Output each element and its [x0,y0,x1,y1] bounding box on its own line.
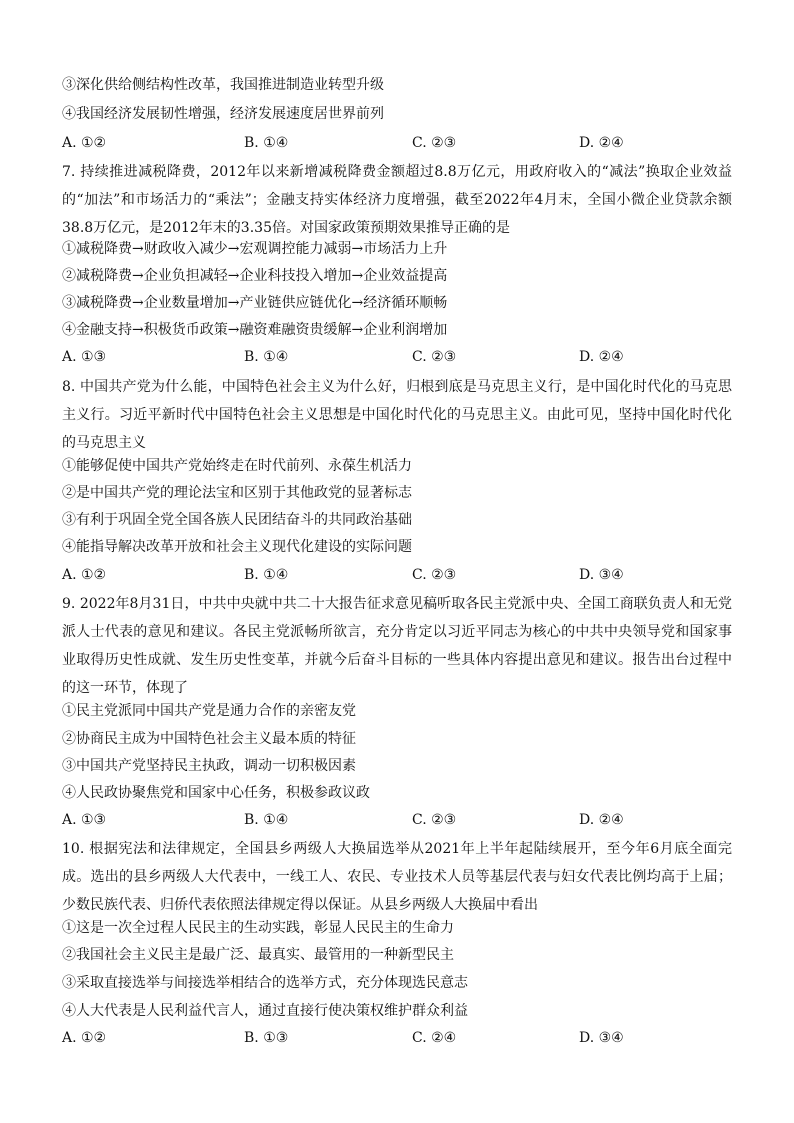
option-statement: ①能够促使中国共产党始终走在时代前列、永葆生机活力 [62,458,412,474]
option-statement: ④我国经济发展韧性增强，经济发展速度居世界前列 [62,106,384,122]
choice-a[interactable]: A. ①③ [62,812,107,828]
option-statement: ③采取直接选举与间接选举相结合的选举方式，充分体现选民意志 [62,975,468,991]
question-7-stem: 7. 持续推进减税降费，2012年以来新增减税降费金额超过8.8万亿元，用政府收入的“减法”换取企业效益的“加法”和市场活力的“乘法”；金融支持实体经济力度增强，截至2022年4月末，全国小微企业贷款余额38.8万亿元，是2012年末的3.35倍。对国家政策预期效果推导正确的是 [62,164,732,236]
option-statement: ③有利于巩固全党全国各族人民团结奋斗的共同政治基础 [62,512,412,528]
choice-d[interactable]: D. ②④ [579,349,624,365]
choice-d[interactable]: D. ②④ [579,135,624,151]
choice-a[interactable]: A. ①② [62,135,107,151]
option-statement: ①民主党派同中国共产党是通力合作的亲密友党 [62,703,356,719]
option-statement: ①这是一次全过程人民民主的生动实践，彰显人民民主的生命力 [62,920,454,936]
choice-c[interactable]: C. ②③ [412,812,457,828]
option-statement: ③深化供给侧结构性改革，我国推进制造业转型升级 [62,77,384,93]
option-statement: ②我国社会主义民主是最广泛、最真实、最管用的一种新型民主 [62,947,454,963]
choice-d[interactable]: D. ③④ [579,567,624,583]
choice-b[interactable]: B. ①④ [244,567,289,583]
choice-c[interactable]: C. ②③ [412,349,457,365]
choice-c[interactable]: C. ②③ [412,135,457,151]
choice-b[interactable]: B. ①④ [244,812,289,828]
answer-choices [62,1028,702,1049]
option-statement: ③减税降费→企业数量增加→产业链供应链优化→经济循环顺畅 [62,295,448,311]
choice-d[interactable]: D. ③④ [579,1030,624,1046]
choice-d[interactable]: D. ②④ [579,812,624,828]
question-9-stem: 9. 2022年8月31日，中共中央就中共二十大报告征求意见稿听取各民主党派中央、全国工商联负责人和无党派人士代表的意见和建议。各民主党派畅所欲言，充分肯定以习近平同志为核心的中共中央领导党和国家事业取得历史性成就、发生历史性变革，并就今后奋斗目标的一些具体内容提出意见和建议。报告出台过程中的这一环节，体现了 [62,596,732,696]
option-statement: ④人民政协聚焦党和国家中心任务，积极参政议政 [62,785,370,801]
option-statement: ④人大代表是人民利益代言人，通过直接行使决策权维护群众利益 [62,1003,468,1019]
answer-choices [62,347,702,368]
option-statement: ③中国共产党坚持民主执政，调动一切积极因素 [62,758,356,774]
option-statement: ②协商民主成为中国特色社会主义最本质的特征 [62,731,356,747]
option-statement: ②减税降费→企业负担减轻→企业科技投入增加→企业效益提高 [62,268,448,284]
choice-b[interactable]: B. ①④ [244,135,289,151]
choice-c[interactable]: C. ②③ [412,567,457,583]
option-statement: ②是中国共产党的理论法宝和区别于其他政党的显著标志 [62,485,412,501]
question-8-stem: 8. 中国共产党为什么能，中国特色社会主义为什么好，归根到底是马克思主义行，是中国化时代化的马克思主义行。习近平新时代中国特色社会主义思想是中国化时代化的马克思主义。由此可见，坚持中国化时代化的马克思主义 [62,379,732,451]
option-statement: ①减税降费→财政收入减少→宏观调控能力减弱→市场活力上升 [62,241,448,257]
choice-b[interactable]: B. ①④ [244,349,289,365]
choice-a[interactable]: A. ①③ [62,349,107,365]
answer-choices [62,810,702,831]
choice-a[interactable]: A. ①② [62,1030,107,1046]
choice-a[interactable]: A. ①② [62,567,107,583]
choice-c[interactable]: C. ②④ [412,1030,457,1046]
answer-choices [62,133,702,154]
option-statement: ④金融支持→积极货币政策→融资难融资贵缓解→企业利润增加 [62,322,448,338]
question-10-stem: 10. 根据宪法和法律规定，全国县乡两级人大换届选举从2021年上半年起陆续展开，至今年6月底全面完成。选出的县乡两级人大代表中，一线工人、农民、专业技术人员等基层代表与妇女代表比例均高于上届；少数民族代表、归侨代表依照法律规定得以保证。从县乡两级人大换届中看出 [62,841,732,913]
option-statement: ④能指导解决改革开放和社会主义现代化建设的实际问题 [62,539,412,555]
answer-choices [62,565,702,586]
choice-b[interactable]: B. ①③ [244,1030,289,1046]
